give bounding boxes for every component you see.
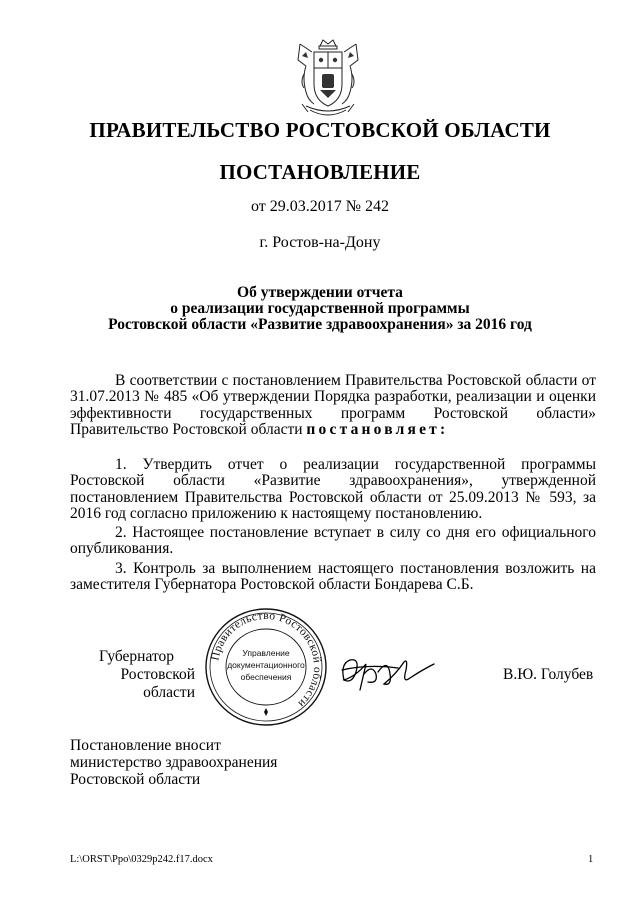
submitter-note: [70, 737, 330, 788]
position-line-2: Ростовской области: [120, 666, 195, 701]
item-3-paragraph: 3. Контроль за выполнением настоящего постановления возложить на заместителя Губернатора Ростовской области Бондарева С.Б.: [70, 560, 596, 594]
subject-line-2: о реализации государственной программы: [170, 300, 470, 317]
page-number: 1: [588, 854, 594, 865]
subject-line-1: Об утверждении отчета: [237, 284, 403, 301]
note-line-3: Ростовской области: [70, 771, 201, 788]
document-subject: [60, 285, 580, 333]
position-line-1: Губернатор: [98, 648, 175, 665]
note-line-1: Постановление вносит: [70, 737, 221, 754]
official-seal: [203, 606, 329, 728]
signatory-name: В.Ю. Голубев: [503, 666, 594, 683]
seal-ring-text: Правительство Ростовской области: [209, 609, 324, 710]
preamble-paragraph: [70, 373, 596, 438]
coat-of-arms-emblem: [292, 38, 364, 124]
city: г. Ростов-на-Дону: [259, 234, 381, 251]
footer-file-path: L:\ORST\Ppo\0329p242.f17.docx: [70, 854, 213, 865]
signatory-position: [70, 648, 195, 702]
preamble-emphasis: постановляет:: [306, 420, 449, 438]
seal-center-line-2: документационного: [227, 660, 305, 670]
item-1-paragraph: 1. Утвердить отчет о реализации государственной программы Ростовской области «Развитие здравоохранения», утвержденной постановлением Правительства Ростовской области от 25.09.2013 № 593, за 2016 год согласно приложению к настоящему постановлению.: [70, 456, 596, 522]
seal-star-icon: [264, 708, 268, 716]
subject-line-3: Ростовской области «Развитие здравоохранения» за 2016 год: [108, 316, 532, 333]
document-type: ПОСТАНОВЛЕНИЕ: [219, 160, 421, 184]
note-line-2: министерство здравоохранения: [70, 754, 278, 771]
seal-center-line-3: обеспечения: [240, 672, 292, 682]
date-number: от 29.03.2017 № 242: [250, 198, 390, 215]
org-title: ПРАВИТЕЛЬСТВО РОСТОВСКОЙ ОБЛАСТИ: [89, 118, 551, 142]
seal-center-line-1: Управление: [242, 648, 290, 658]
item-2-paragraph: 2. Настоящее постановление вступает в силу со дня его официального опубликования.: [70, 524, 596, 558]
preamble-text: В соответствии с постановлением Правительства Ростовской области от 31.07.2013 № 485 «Об утверждении Порядка разработки, реализации и оценки эффективности государственных программ Ростовской области» Правительство Ростовской области: [70, 372, 596, 438]
handwritten-signature: [338, 650, 438, 696]
